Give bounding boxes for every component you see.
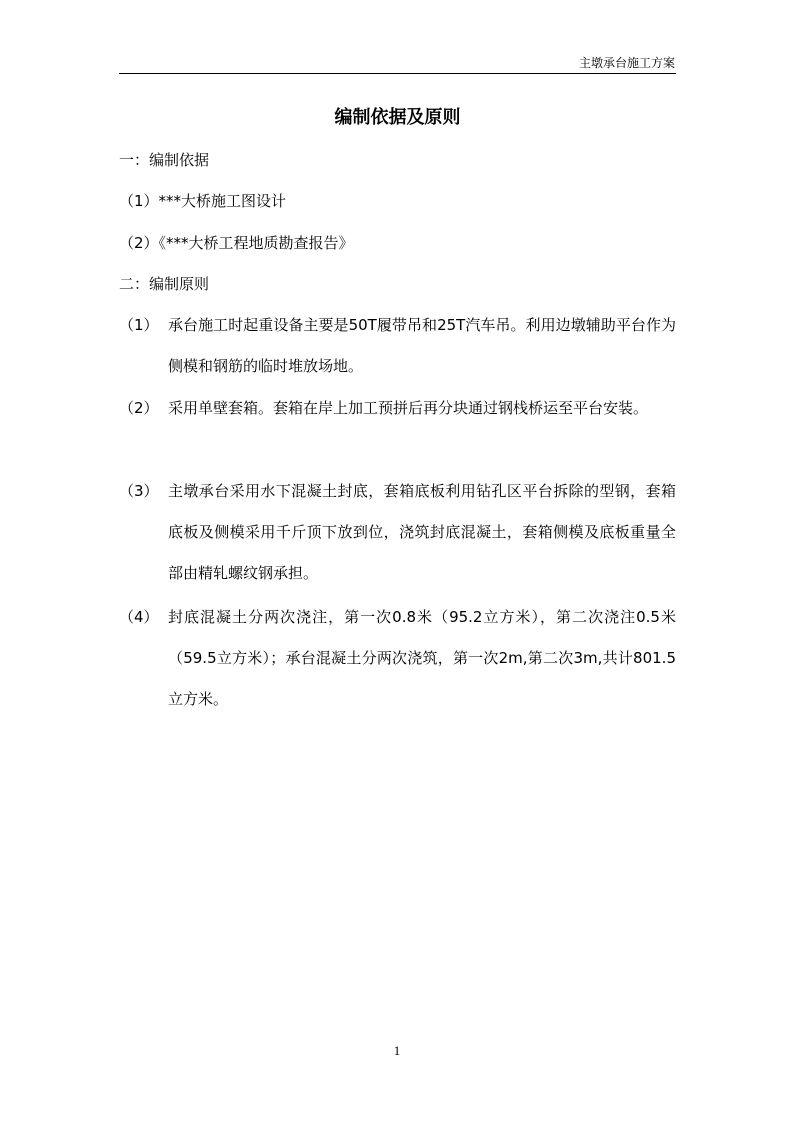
principle-number: （1） (119, 316, 159, 334)
page-number: 1 (393, 1043, 401, 1058)
principle-text: 承台施工时起重设备主要是50T履带吊和25T汽车吊。利用边墩辅助平台作为侧模和钢筋的临时堆放场地。 (168, 316, 676, 375)
section-heading-principles: 二：编制原则 (119, 275, 210, 293)
basis-item-1: （1）***大桥施工图设计 (119, 192, 287, 210)
principle-text: 主墩承台采用水下混凝土封底，套箱底板利用钻孔区平台拆除的型钢，套箱底板及侧模采用千斤顶下放到位，浇筑封底混凝土，套箱侧模及底板重量全部由精轧螺纹钢承担。 (168, 482, 676, 582)
principle-item-1 (119, 305, 676, 387)
principle-number: （4） (119, 608, 159, 626)
principle-item-4 (119, 597, 676, 720)
section-heading-basis: 一：编制依据 (119, 151, 210, 169)
principle-text: 封底混凝土分两次浇注，第一次0.8米（95.2立方米），第二次浇注0.5米（59.5立方米）；承台混凝土分两次浇筑，第一次2m,第二次3m,共计801.5立方米。 (168, 608, 676, 708)
principle-number: （3） (119, 482, 159, 500)
principle-item-2 (119, 388, 676, 429)
header-rule (119, 73, 676, 74)
principle-number: （2） (119, 399, 159, 417)
principle-text: 采用单壁套箱。套箱在岸上加工预拼后再分块通过钢栈桥运至平台安装。 (168, 399, 649, 417)
page-title: 编制依据及原则 (334, 107, 461, 128)
basis-item-2: （2）《***大桥工程地质勘查报告》 (119, 234, 354, 252)
principle-item-3 (119, 471, 676, 594)
running-header: 主墩承台施工方案 (578, 56, 675, 70)
